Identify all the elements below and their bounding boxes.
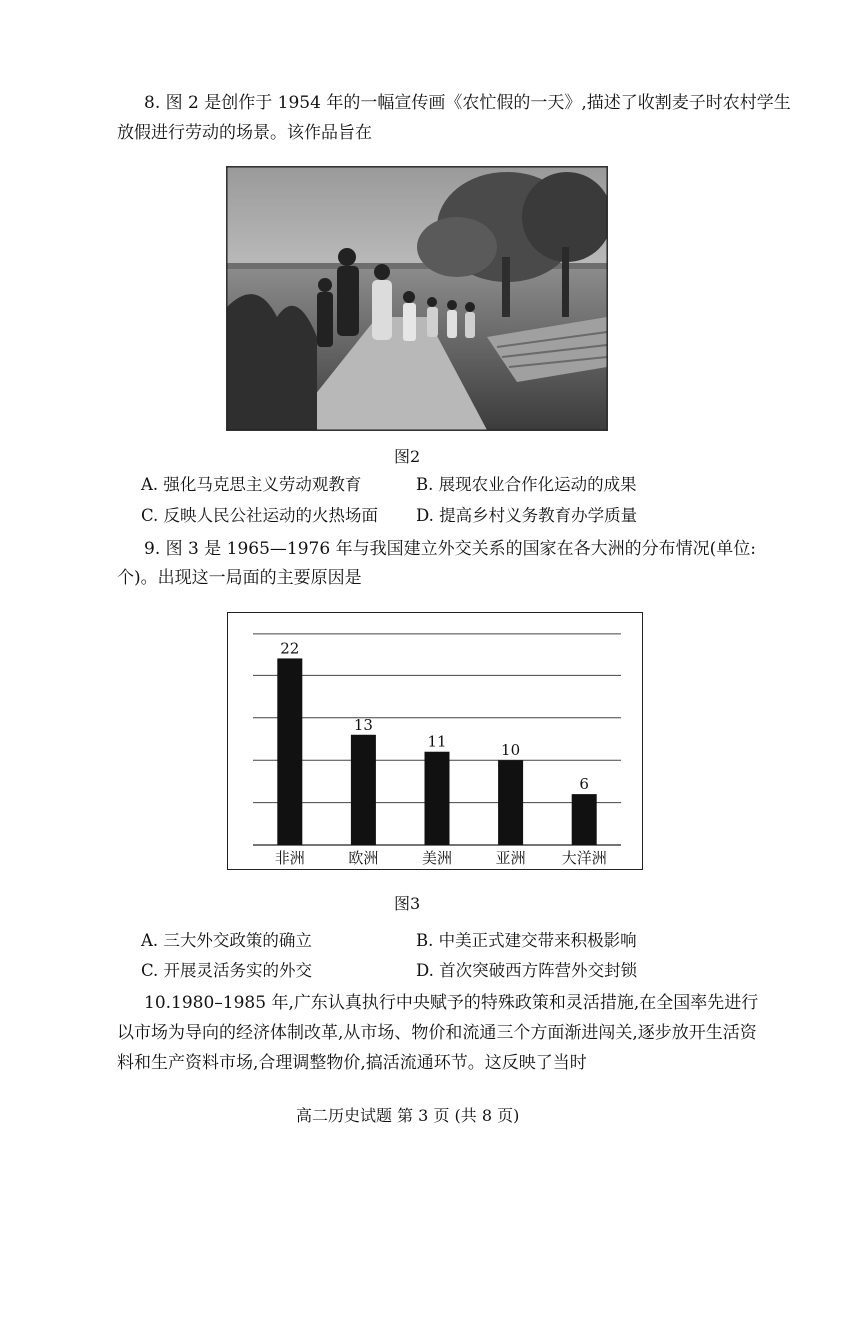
propaganda-painting-image bbox=[226, 166, 608, 431]
bar bbox=[498, 760, 523, 845]
q8-option-a: A. 强化马克思主义劳动观教育 bbox=[141, 475, 362, 494]
bar-chart-svg bbox=[228, 613, 641, 868]
category-tick-label: 美洲 bbox=[421, 849, 453, 867]
q8-stem-line2: 放假进行劳动的场景。该作品旨在 bbox=[117, 123, 372, 143]
figure-2-caption: 图2 bbox=[394, 447, 421, 466]
bar bbox=[351, 735, 376, 845]
q9-option-b: B. 中美正式建交带来积极影响 bbox=[416, 931, 637, 950]
q8-option-b: B. 展现农业合作化运动的成果 bbox=[416, 475, 637, 494]
data-label: 13 bbox=[353, 715, 373, 734]
q8-option-c: C. 反映人民公社运动的火热场面 bbox=[141, 506, 379, 525]
data-label: 22 bbox=[280, 639, 300, 658]
category-tick-label: 非洲 bbox=[274, 849, 305, 867]
q8-stem-line1: 8. 图 2 是创作于 1954 年的一幅宣传画《农忙假的一天》,描述了收割麦子时农村学生 bbox=[144, 93, 791, 113]
q8-option-d: D. 提高乡村义务教育办学质量 bbox=[416, 506, 638, 525]
data-label: 10 bbox=[501, 741, 521, 760]
q10-stem-line2: 以市场为导向的经济体制改革,从市场、物价和流通三个方面渐进闯关,逐步放开生活资 bbox=[117, 1023, 757, 1043]
bar bbox=[277, 658, 302, 845]
category-tick-label: 欧洲 bbox=[348, 849, 379, 867]
q10-stem-line1: 10.1980–1985 年,广东认真执行中央赋予的特殊政策和灵活措施,在全国率先进行 bbox=[144, 993, 759, 1013]
q9-option-d: D. 首次突破西方阵营外交封锁 bbox=[416, 961, 638, 980]
q9-option-a: A. 三大外交政策的确立 bbox=[141, 931, 312, 950]
q9-stem-line1: 9. 图 3 是 1965—1976 年与我国建立外交关系的国家在各大洲的分布情况(单位: bbox=[144, 539, 756, 559]
bar bbox=[425, 752, 450, 845]
category-tick-label: 大洋洲 bbox=[561, 849, 607, 867]
q9-option-c: C. 开展灵活务实的外交 bbox=[141, 961, 313, 980]
q10-stem-line3: 料和生产资料市场,合理调整物价,搞活流通环节。这反映了当时 bbox=[117, 1053, 587, 1073]
category-tick-label: 亚洲 bbox=[495, 849, 526, 867]
data-label: 6 bbox=[579, 775, 589, 794]
figure-3-caption: 图3 bbox=[394, 894, 421, 913]
page-footer: 高二历史试题 第 3 页 (共 8 页) bbox=[296, 1106, 520, 1125]
bar bbox=[572, 794, 597, 845]
bar-chart bbox=[227, 612, 643, 870]
q9-stem-line2: 个)。出现这一局面的主要原因是 bbox=[117, 568, 362, 588]
data-label: 11 bbox=[427, 732, 447, 751]
